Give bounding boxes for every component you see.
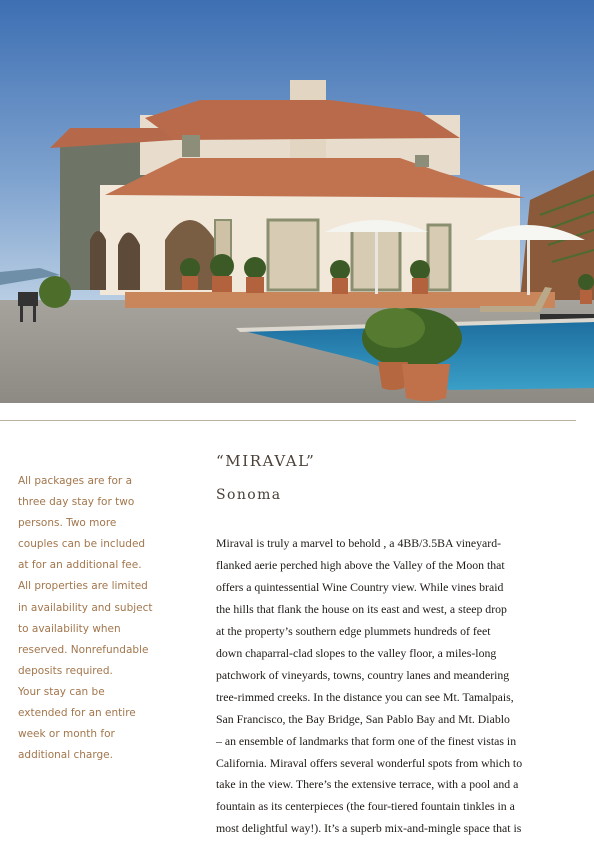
terms-line: All packages are for a xyxy=(18,475,133,487)
terms-line: three day stay for two xyxy=(18,496,135,509)
terms-line: to availability when xyxy=(18,622,121,635)
terms-line: couples can be included xyxy=(18,538,146,551)
terms-line: persons. Two more xyxy=(18,517,117,530)
terms-line: at for an additional fee. xyxy=(18,559,142,572)
hero-photo xyxy=(0,0,594,403)
description-line: tree-rimmed creeks. In the distance you can see Mt. Tamalpais, xyxy=(216,689,514,704)
description-line: Miraval is truly a marvel to behold , a 4BB/3.5BA vineyard- xyxy=(216,536,502,550)
description-line: take in the view. There’s the extensive terrace, with a pool and a xyxy=(216,777,519,792)
description-line: San Francisco, the Bay Bridge, San Pablo Bay and Mt. Diablo xyxy=(216,711,510,726)
description-line: flanked aerie perched high above the Valley of the Moon that xyxy=(216,557,505,572)
terms-line: deposits required. xyxy=(18,664,113,677)
terms-line: All properties are limited xyxy=(18,580,148,593)
description-line: offers a quintessential Wine Country view. While vines braid xyxy=(216,579,504,594)
terms-line: week or month for xyxy=(18,728,115,741)
terms-line: reserved. Nonrefundable xyxy=(18,643,149,656)
property-location: Sonoma xyxy=(216,487,282,503)
description-line: fountain as its centerpieces (the four-tiered fountain tinkles in a xyxy=(216,799,515,814)
description-line: most delightful way!). It’s a superb mix-and-mingle space that is xyxy=(216,821,522,836)
description-line: at the property’s southern edge plummets hundreds of feet xyxy=(216,623,491,638)
terms-line: in availability and subject xyxy=(18,601,153,614)
description-line: – an ensemble of landmarks that form one of the finest vistas in xyxy=(216,733,517,748)
terms-line: additional charge. xyxy=(18,749,113,762)
terms-line: extended for an entire xyxy=(18,707,136,720)
description-line: patchwork of vineyards, towns, country lanes and meandering xyxy=(216,667,510,682)
section-divider xyxy=(0,420,576,421)
description-line: the hills that flank the house on its east and west, a steep drop xyxy=(216,601,507,616)
property-description xyxy=(216,533,546,840)
description-line: California. Miraval offers several wonderful spots from which to xyxy=(216,755,523,770)
villa-illustration xyxy=(0,0,594,403)
package-terms xyxy=(18,471,153,766)
property-title: “MIRAVAL” xyxy=(216,452,316,470)
description-line: down chaparral-clad slopes to the valley floor, a miles-long xyxy=(216,645,497,660)
terms-line: Your stay can be xyxy=(18,685,105,698)
